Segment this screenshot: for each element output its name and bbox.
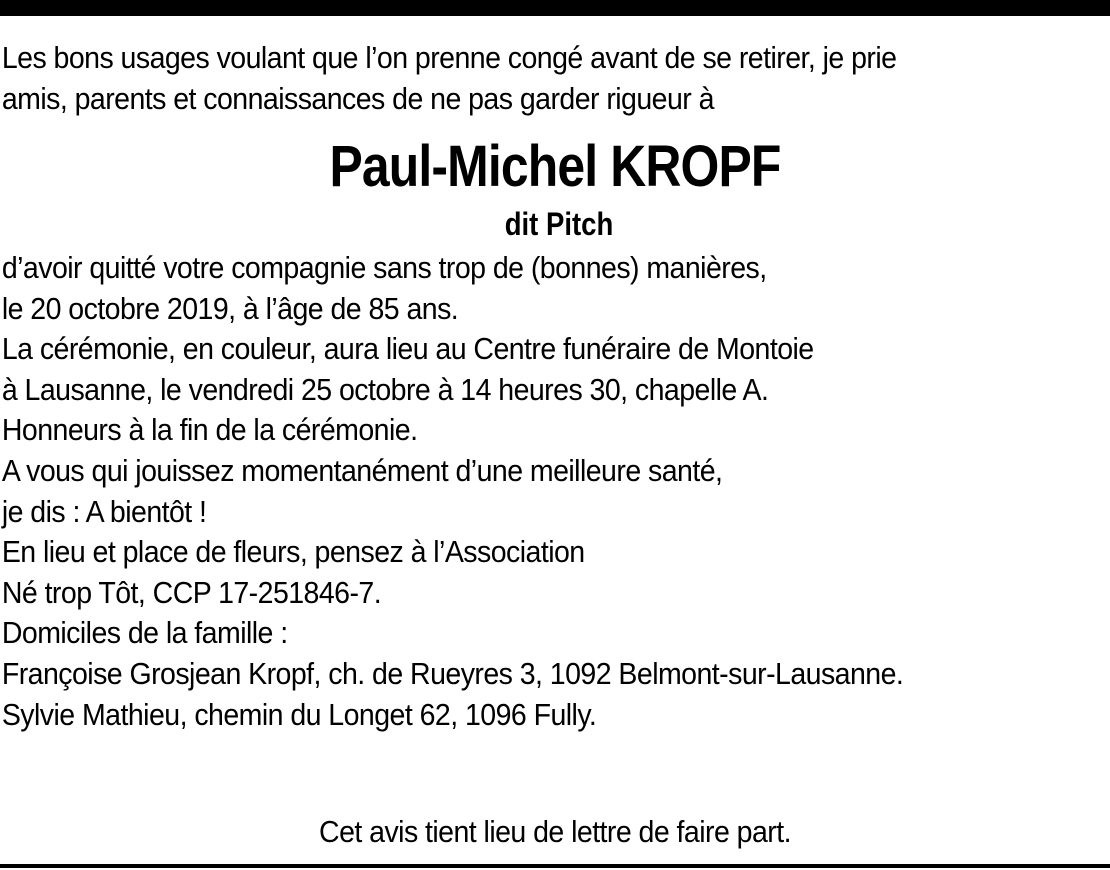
closing-note: Cet avis tient lieu de lettre de faire part. (319, 814, 791, 849)
intro-paragraph (0, 38, 1110, 120)
body-line-10: Domiciles de la famille : (1, 615, 288, 651)
body-line-9: Né trop Tôt, CCP 17-251846-7. (1, 574, 382, 610)
body-line-12: Sylvie Mathieu, chemin du Longet 62, 1096 Fully. (1, 696, 597, 732)
body-line-8: En lieu et place de fleurs, pensez à l’Association (1, 534, 585, 570)
body-line-7: je dis : A bientôt ! (1, 493, 207, 529)
body-line-6: A vous qui jouissez momentanément d’une meilleure santé, (1, 452, 723, 488)
body-line-11: Françoise Grosjean Kropf, ch. de Rueyres 3, 1092 Belmont-sur-Lausanne. (1, 655, 904, 691)
notice-body (0, 248, 1110, 735)
body-line-2: le 20 octobre 2019, à l’âge de 85 ans. (1, 290, 459, 326)
bottom-rule (0, 864, 1110, 868)
deceased-name: Paul-Michel KROPF (329, 134, 781, 199)
death-notice (0, 38, 1110, 735)
intro-line-2: amis, parents et connaissances de ne pas garder rigueur à (1, 80, 714, 116)
body-line-4: à Lausanne, le vendredi 25 octobre à 14 heures 30, chapelle A. (1, 371, 769, 407)
intro-line-1: Les bons usages voulant que l’on prenne congé avant de se retirer, je prie (1, 40, 897, 75)
top-rule (0, 0, 1110, 16)
body-line-5: Honneurs à la fin de la cérémonie. (1, 412, 418, 448)
deceased-nickname: dit Pitch (504, 206, 614, 242)
body-line-3: La cérémonie, en couleur, aura lieu au Centre funéraire de Montoie (1, 331, 814, 367)
body-line-1: d’avoir quitté votre compagnie sans trop de (bonnes) manières, (1, 250, 767, 285)
